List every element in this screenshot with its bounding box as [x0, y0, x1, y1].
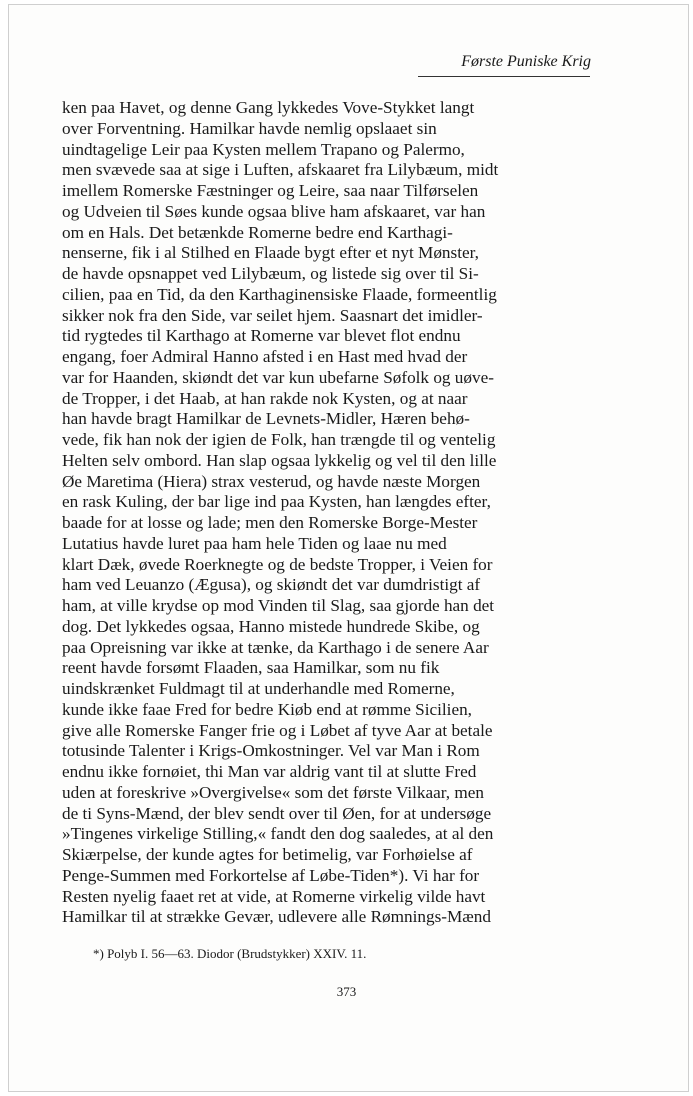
- text-line: cilien, paa en Tid, da den Karthaginensiske Flaade, formeentlig: [62, 284, 497, 304]
- text-line: vede, fik han nok der igien de Folk, han trængde til og ventelig: [62, 430, 496, 449]
- text-line: imellem Romerske Fæstninger og Leire, saa naar Tilførselen: [62, 181, 479, 200]
- text-line: nenserne, fik i al Stilhed en Flaade bygt efter et nyt Mønster,: [62, 243, 479, 263]
- page-number: 373: [336, 984, 357, 999]
- text-line: sikker nok fra den Side, var seilet hjem. Saasnart det imidler-: [62, 305, 483, 325]
- text-line: Hamilkar til at strække Gevær, udlevere alle Rømnings-Mænd: [62, 907, 491, 927]
- text-line: baade for at losse og lade; men den Romerske Borge-Mester: [62, 513, 478, 532]
- text-line: totusinde Talenter i Krigs-Omkostninger. Vel var Man i Rom: [62, 741, 480, 761]
- text-line: og Udveien til Søes kunde ogsaa blive ham afskaaret, var han: [62, 201, 486, 221]
- text-line: uindtagelige Leir paa Kysten mellem Trapano og Palermo,: [62, 139, 465, 159]
- text-line: kunde ikke faae Fred for bedre Kiøb end at rømme Sicilien,: [62, 699, 472, 719]
- text-line: Øe Maretima (Hiera) strax vesterud, og havde næste Morgen: [62, 471, 481, 491]
- text-line: Skiærpelse, der kunde agtes for betimelig, var Forhøielse af: [62, 845, 473, 864]
- text-line: han havde bragt Hamilkar de Levnets-Midler, Hæren behø-: [62, 409, 470, 429]
- text-line: ham, at ville krydse op mod Vinden til Slag, saa gjorde han det: [62, 596, 495, 615]
- text-line: »Tingenes virkelige Stilling,« fandt den dog saaledes, at al den: [62, 824, 494, 844]
- text-line: en rask Kuling, der bar lige ind paa Kysten, han længdes efter,: [62, 492, 491, 512]
- text-line: de havde opsnappet ved Lilybæum, og listede sig over til Si-: [62, 264, 479, 283]
- text-line: de ti Syns-Mænd, der blev sendt over til Øen, for at undersøge: [62, 803, 492, 823]
- text-line: var for Haanden, skiøndt det var kun ubefarne Søfolk og uøve-: [62, 367, 494, 387]
- text-line: reent havde forsømt Flaaden, saa Hamilkar, som nu fik: [62, 658, 440, 678]
- text-line: ham ved Leuanzo (Ægusa), og skiøndt det var dumdristigt af: [62, 575, 481, 595]
- footnote: *) Polyb I. 56—63. Diodor (Brudstykker) XXIV. 11.: [93, 946, 367, 961]
- text-line: uden at foreskrive »Overgivelse« som det første Vilkaar, men: [62, 782, 484, 802]
- text-line: om en Hals. Det betænkde Romerne bedre end Karthagi-: [62, 222, 453, 242]
- text-line: klart Dæk, øvede Roerknegte og de bedste Tropper, i Veien for: [62, 554, 493, 574]
- text-line: give alle Romerske Fanger frie og i Løbet af tyve Aar at betale: [62, 720, 493, 740]
- text-line: endnu ikke fornøiet, thi Man var aldrig vant til at slutte Fred: [62, 762, 477, 781]
- header-rule: [418, 76, 590, 77]
- text-line: de Tropper, i det Haab, at han rakde nok Kysten, og at naar: [62, 388, 468, 408]
- text-line: Resten nyelig faaet ret at vide, at Romerne virkelig vilde havt: [62, 886, 486, 906]
- text-line: uindskrænket Fuldmagt til at underhandle med Romerne,: [62, 679, 455, 698]
- text-line: Helten selv ombord. Han slap ogsaa lykkelig og vel til den lille: [62, 450, 497, 470]
- text-line: tid rygtedes til Karthago at Romerne var blevet flot endnu: [62, 326, 461, 346]
- text-line: dog. Det lykkedes ogsaa, Hanno mistede hundrede Skibe, og: [62, 616, 480, 636]
- text-line: engang, foer Admiral Hanno afsted i en Hast med hvad der: [62, 347, 468, 366]
- text-line: over Forventning. Hamilkar havde nemlig opslaaet sin: [62, 118, 437, 138]
- text-line: men svævede saa at sige i Luften, afskaaret fra Lilybæum, midt: [62, 160, 499, 180]
- text-line: ken paa Havet, og denne Gang lykkedes Vove-Stykket langt: [62, 98, 475, 117]
- running-title: Første Puniske Krig: [461, 53, 591, 70]
- text-line: paa Opreisning var ikke at tænke, da Karthago i de senere Aar: [62, 637, 489, 657]
- text-line: Lutatius havde luret paa ham hele Tiden og laae nu med: [62, 533, 447, 553]
- text-line: Penge-Summen med Forkortelse af Løbe-Tiden*). Vi har for: [62, 865, 480, 885]
